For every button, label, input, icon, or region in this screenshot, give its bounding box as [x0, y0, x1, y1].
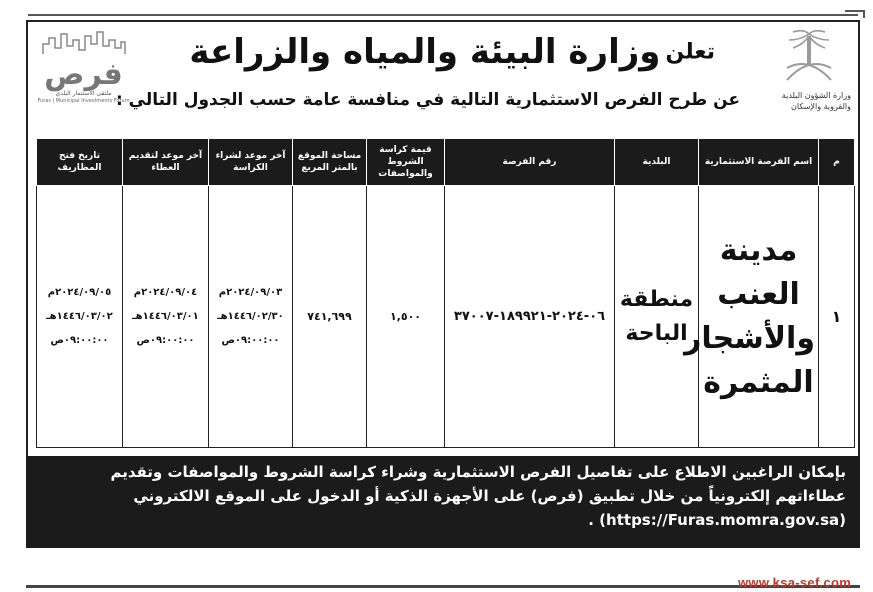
bid-deadline-time: ٠٩:٠٠:٠٠ص [136, 334, 195, 346]
opening-date-time: ٠٩:٠٠:٠٠ص [50, 334, 109, 346]
ministry-logo [766, 28, 851, 136]
footer-line-1: بإمكان الراغبين الاطلاع على تفاصيل الفرص الاستثمارية وشراء كراسة الشروط والمواصفات وتقديم [110, 463, 846, 481]
corner-mark [845, 10, 865, 18]
palm-swords-emblem-icon [779, 28, 839, 86]
furas-tagline-en: Furas | Municipal Investments Forum [37, 98, 130, 104]
purchase-deadline-hijri: ١٤٤٦/٠٢/٣٠هـ [217, 310, 284, 322]
municipality: منطقة الباحة [615, 186, 699, 448]
opportunities-table [36, 138, 854, 448]
col-header-opportunity-number: رقم الفرصة [445, 139, 615, 186]
col-header-opportunity-name: اسم الفرصة الاستثمارية [699, 139, 819, 186]
footer-notice [26, 456, 860, 548]
table-row [37, 186, 855, 448]
opening-date-hijri: ١٤٤٦/٠٣/٠٢هـ [46, 310, 113, 322]
purchase-deadline-time: ٠٩:٠٠:٠٠ص [221, 334, 280, 346]
skyline-icon [41, 30, 127, 56]
furas-logo [36, 30, 131, 130]
purchase-deadline [209, 186, 293, 448]
furas-tagline-ar: ملتقى الاستثمار البلدي [55, 90, 112, 97]
col-header-purchase-deadline: آخر موعد لشراء الكراسة [209, 139, 293, 186]
footer-url: (https://Furas.momra.gov.sa) . [588, 511, 846, 529]
opportunity-number: ٠٦-٢٠٢٤-١٨٩٩٢١-٣٧٠٠٧ [445, 186, 615, 448]
page-title [189, 32, 715, 72]
col-header-index: م [819, 139, 855, 186]
opening-date [37, 186, 123, 448]
ministry-title: وزارة البيئة والمياه والزراعة [189, 32, 661, 72]
bid-deadline-gregorian: ٢٠٢٤/٠٩/٠٤م [133, 286, 198, 298]
col-header-municipality: البلدية [615, 139, 699, 186]
ministry-name-line1: وزارة الشؤون البلدية [781, 91, 851, 100]
top-rule [28, 14, 858, 16]
opening-date-gregorian: ٢٠٢٤/٠٩/٠٥م [47, 286, 112, 298]
opportunity-name: مدينة العنب والأشجار المثمرة [699, 186, 819, 448]
col-header-opening-date: تاريخ فتح المظاريف [37, 139, 123, 186]
page-subtitle: عن طرح الفرص الاستثمارية التالية في منافسة عامة حسب الجدول التالي : [115, 90, 740, 110]
row-index: ١ [819, 186, 855, 448]
site-watermark: www.ksa-sef.com [738, 575, 852, 590]
furas-brand-text: فرص [44, 57, 123, 92]
footer-line-2: عطاءاتهم إلكترونياً من خلال تطبيق (فرص) على الأجهزة الذكية أو الدخول على الموقع الالكتروني [133, 487, 846, 505]
booklet-price: ١,٥٠٠ [367, 186, 445, 448]
col-header-bid-deadline: آخر موعد لتقديم العطاء [123, 139, 209, 186]
table-header-row [37, 139, 855, 186]
col-header-site-area: مساحة الموقع بالمتر المربع [293, 139, 367, 186]
col-header-booklet-price: قيمة كراسة الشروط والمواصفات [367, 139, 445, 186]
purchase-deadline-gregorian: ٢٠٢٤/٠٩/٠٣م [218, 286, 283, 298]
announcement-header [26, 20, 860, 140]
bottom-rule [26, 585, 860, 588]
bid-deadline-hijri: ١٤٤٦/٠٣/٠١هـ [132, 310, 199, 322]
bid-deadline [123, 186, 209, 448]
site-area: ٧٤١,٦٩٩ [293, 186, 367, 448]
ministry-name-line2: والقروية والإسكان [791, 102, 851, 111]
announce-prefix: تعلن [665, 39, 715, 65]
